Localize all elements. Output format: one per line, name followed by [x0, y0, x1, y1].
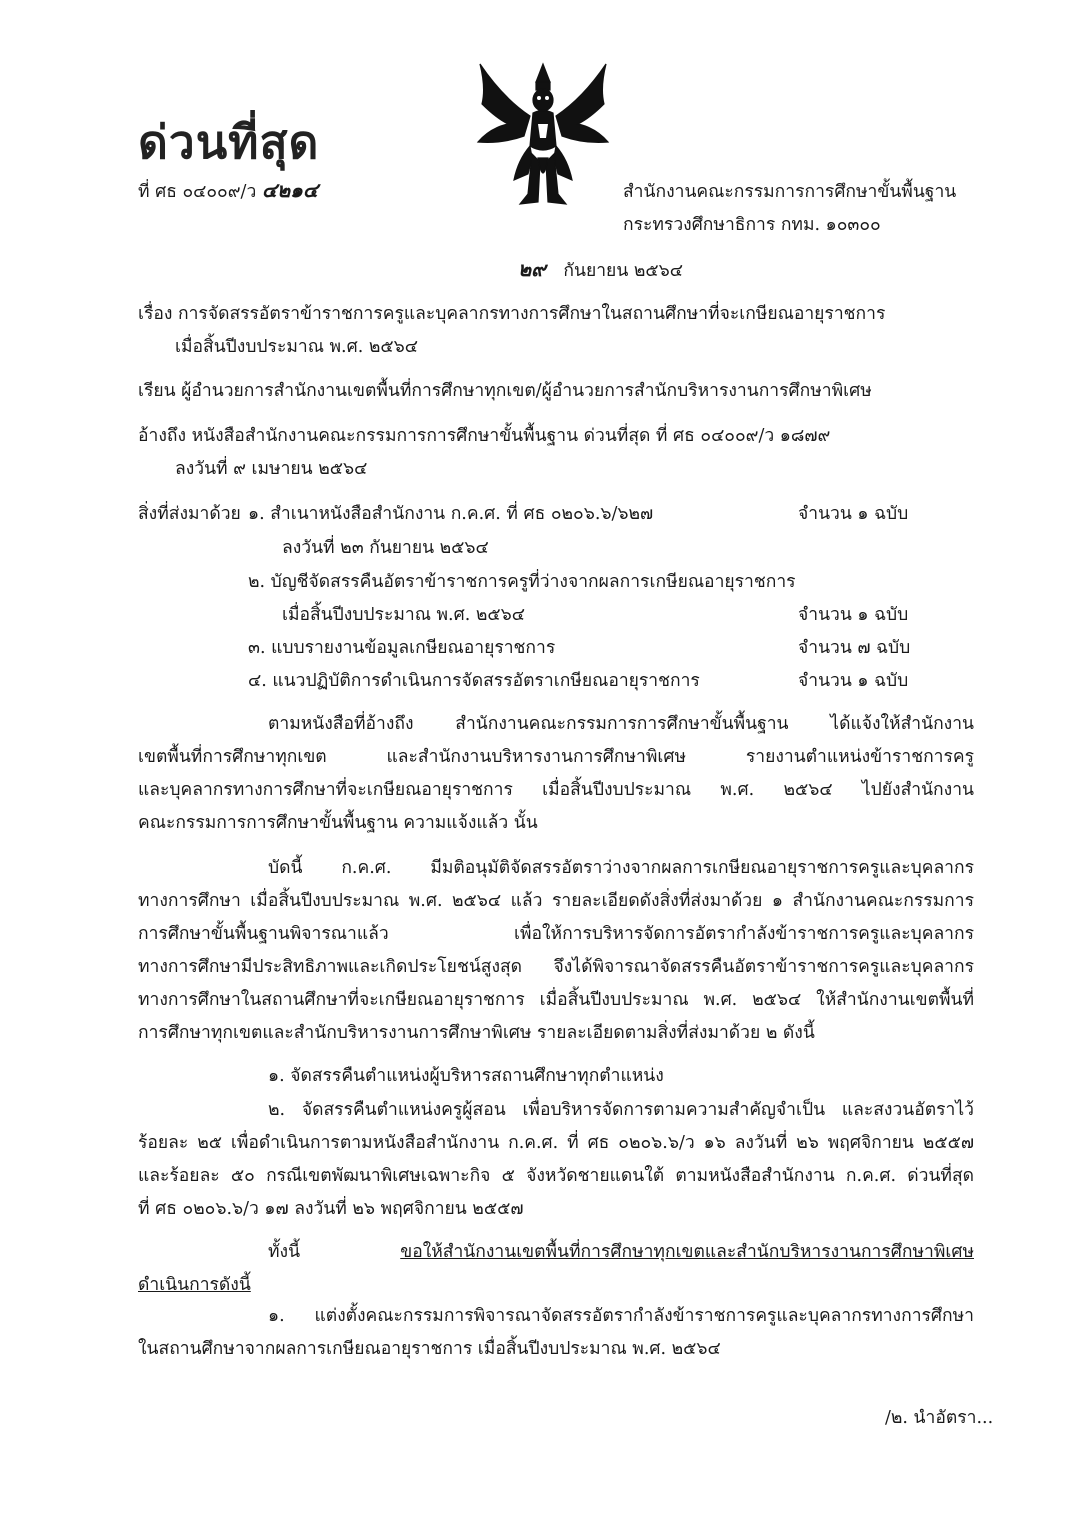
sender-ministry-address: กระทรวงศึกษาธิการ กทม. ๑๐๓๐๐	[623, 215, 881, 235]
paragraph-line: การศึกษาขั้นพื้นฐานพิจารณาแล้ว เพื่อให้การบริหารจัดการอัตรากำลังข้าราชการครูและบุคลากร	[138, 924, 974, 944]
paragraph-line: การศึกษาทุกเขตและสำนักบริหารงานการศึกษาพิเศษ รายละเอียดตามสิ่งที่ส่งมาด้วย ๒ ดังนี้	[138, 1023, 815, 1043]
subject-line-2: เมื่อสิ้นปีงบประมาณ พ.ศ. ๒๕๖๔	[175, 337, 418, 357]
attachment-item-1-cont: ลงวันที่ ๒๓ กันยายน ๒๕๖๔	[282, 538, 489, 558]
document-number	[138, 174, 318, 209]
paragraph-line: ทางการศึกษาในสถานศึกษาที่จะเกษียณอายุราชการ เมื่อสิ้นปีงบประมาณ พ.ศ. ๒๕๖๔ ให้สำนักงานเขตพื้นที่	[138, 990, 974, 1010]
paragraph-line: และร้อยละ ๕๐ กรณีเขตพัฒนาพิเศษเฉพาะกิจ ๕ จังหวัดชายแดนใต้ ตามหนังสือสำนักงาน ก.ค.ศ. ด่วนที่สุด	[138, 1166, 974, 1186]
attachments-label: สิ่งที่ส่งมาด้วย	[138, 504, 241, 524]
paragraph-line: ๒. จัดสรรคืนตำแหน่งครูผู้สอน เพื่อบริหารจัดการตามความสำคัญจำเป็น และสงวนอัตราไว้	[268, 1100, 974, 1120]
paragraph-line: ที่ ศธ ๐๒๐๖.๖/ว ๑๗ ลงวันที่ ๒๖ พฤศจิกายน ๒๕๕๗	[138, 1199, 524, 1219]
date-day-handwritten: ๒๙	[518, 257, 546, 281]
paragraph-line: ทางการศึกษามีประสิทธิภาพและเกิดประโยชน์สูงสุด จึงได้พิจารณาจัดสรรคืนอัตราข้าราชการครูและบุคลากร	[138, 957, 974, 977]
urgency-stamp: ด่วนที่สุด	[138, 115, 320, 169]
body-paragraph-5	[138, 1300, 974, 1366]
attachment-qty-4: จำนวน ๑ ฉบับ	[798, 671, 909, 691]
attachment-item-1: ๑. สำเนาหนังสือสำนักงาน ก.ค.ศ. ที่ ศธ ๐๒๐๖.๖/๖๒๗	[248, 504, 654, 524]
paragraph-line	[138, 1236, 974, 1269]
attachment-item-3: ๓. แบบรายงานข้อมูลเกษียณอายุราชการ	[248, 638, 556, 658]
attachment-qty-1: จำนวน ๑ ฉบับ	[798, 504, 909, 524]
garuda-emblem	[468, 58, 618, 218]
body-paragraph-2	[138, 852, 974, 1050]
underlined-instruction-cont: ดำเนินการดังนี้	[138, 1275, 251, 1295]
attachment-qty-3: จำนวน ๗ ฉบับ	[798, 638, 911, 658]
sender-agency: สำนักงานคณะกรรมการการศึกษาขั้นพื้นฐาน	[623, 182, 957, 202]
reference-line-1: อ้างถึง หนังสือสำนักงานคณะกรรมการการศึกษาขั้นพื้นฐาน ด่วนที่สุด ที่ ศธ ๐๔๐๐๙/ว ๑๘๗๙	[138, 426, 831, 446]
continuation-marker: /๒. นำอัตรา...	[885, 1408, 994, 1428]
paragraph-line: ในสถานศึกษาจากผลการเกษียณอายุราชการ เมื่อสิ้นปีงบประมาณ พ.ศ. ๒๕๖๔	[138, 1339, 721, 1359]
reference-line-2: ลงวันที่ ๙ เมษายน ๒๕๖๔	[175, 459, 368, 479]
paragraph-line: คณะกรรมการการศึกษาขั้นพื้นฐาน ความแจ้งแล้ว นั้น	[138, 813, 538, 833]
recipient-line: เรียน ผู้อำนวยการสำนักงานเขตพื้นที่การศึกษาทุกเขต/ผู้อำนวยการสำนักบริหารงานการศึกษาพิเศษ	[138, 381, 872, 401]
paragraph-lead: ทั้งนี้	[268, 1242, 401, 1262]
underlined-instruction: ขอให้สำนักงานเขตพื้นที่การศึกษาทุกเขตและสำนักบริหารงานการศึกษาพิเศษ	[400, 1242, 974, 1262]
attachment-item-4: ๔. แนวปฏิบัติการดำเนินการจัดสรรอัตราเกษียณอายุราชการ	[248, 671, 700, 691]
document-date	[518, 253, 683, 288]
attachment-item-2-cont: เมื่อสิ้นปีงบประมาณ พ.ศ. ๒๕๖๔	[282, 605, 525, 625]
paragraph-line: บัดนี้ ก.ค.ศ. มีมติอนุมัติจัดสรรอัตราว่างจากผลการเกษียณอายุราชการครูและบุคลากร	[268, 858, 974, 878]
body-paragraph-3	[138, 1094, 974, 1226]
date-month-year: กันยายน ๒๕๖๔	[563, 261, 683, 281]
subject-line-1: เรื่อง การจัดสรรอัตราข้าราชการครูและบุคลากรทางการศึกษาในสถานศึกษาที่จะเกษียณอายุราชการ	[138, 304, 886, 324]
body-paragraph-4	[138, 1236, 974, 1302]
paragraph-line: ตามหนังสือที่อ้างถึง สำนักงานคณะกรรมการการศึกษาขั้นพื้นฐาน ได้แจ้งให้สำนักงาน	[268, 714, 974, 734]
attachment-qty-2: จำนวน ๑ ฉบับ	[798, 605, 909, 625]
paragraph-line: ๑. แต่งตั้งคณะกรรมการพิจารณาจัดสรรอัตรากำลังข้าราชการครูและบุคลากรทางการศึกษา	[268, 1306, 974, 1326]
paragraph-line: และบุคลากรทางการศึกษาที่จะเกษียณอายุราชการ เมื่อสิ้นปีงบประมาณ พ.ศ. ๒๕๖๔ ไปยังสำนักงาน	[138, 780, 974, 800]
paragraph-line	[138, 1269, 974, 1302]
paragraph-line: ร้อยละ ๒๕ เพื่อดำเนินการตามหนังสือสำนักงาน ก.ค.ศ. ที่ ศธ ๐๒๐๖.๖/ว ๑๖ ลงวันที่ ๒๖ พฤศจิกายน ๒๕๕๗	[138, 1133, 974, 1153]
attachment-item-2: ๒. บัญชีจัดสรรคืนอัตราข้าราชการครูที่ว่างจากผลการเกษียณอายุราชการ	[248, 572, 796, 592]
paragraph-line: เขตพื้นที่การศึกษาทุกเขต และสำนักงานบริหารงานการศึกษาพิเศษ รายงานตำแหน่งข้าราชการครู	[138, 747, 974, 767]
document-number-prefix: ที่ ศธ ๐๔๐๐๙/ว	[138, 182, 257, 202]
body-paragraph-1	[138, 708, 974, 840]
body-item-1: ๑. จัดสรรคืนตำแหน่งผู้บริหารสถานศึกษาทุกตำแหน่ง	[268, 1066, 664, 1086]
document-number-handwritten: ๔๒๑๔	[261, 178, 319, 202]
paragraph-line: ทางการศึกษา เมื่อสิ้นปีงบประมาณ พ.ศ. ๒๕๖๔ แล้ว รายละเอียดดังสิ่งที่ส่งมาด้วย ๑ สำนักงานคณะกรรมการ	[138, 891, 974, 911]
